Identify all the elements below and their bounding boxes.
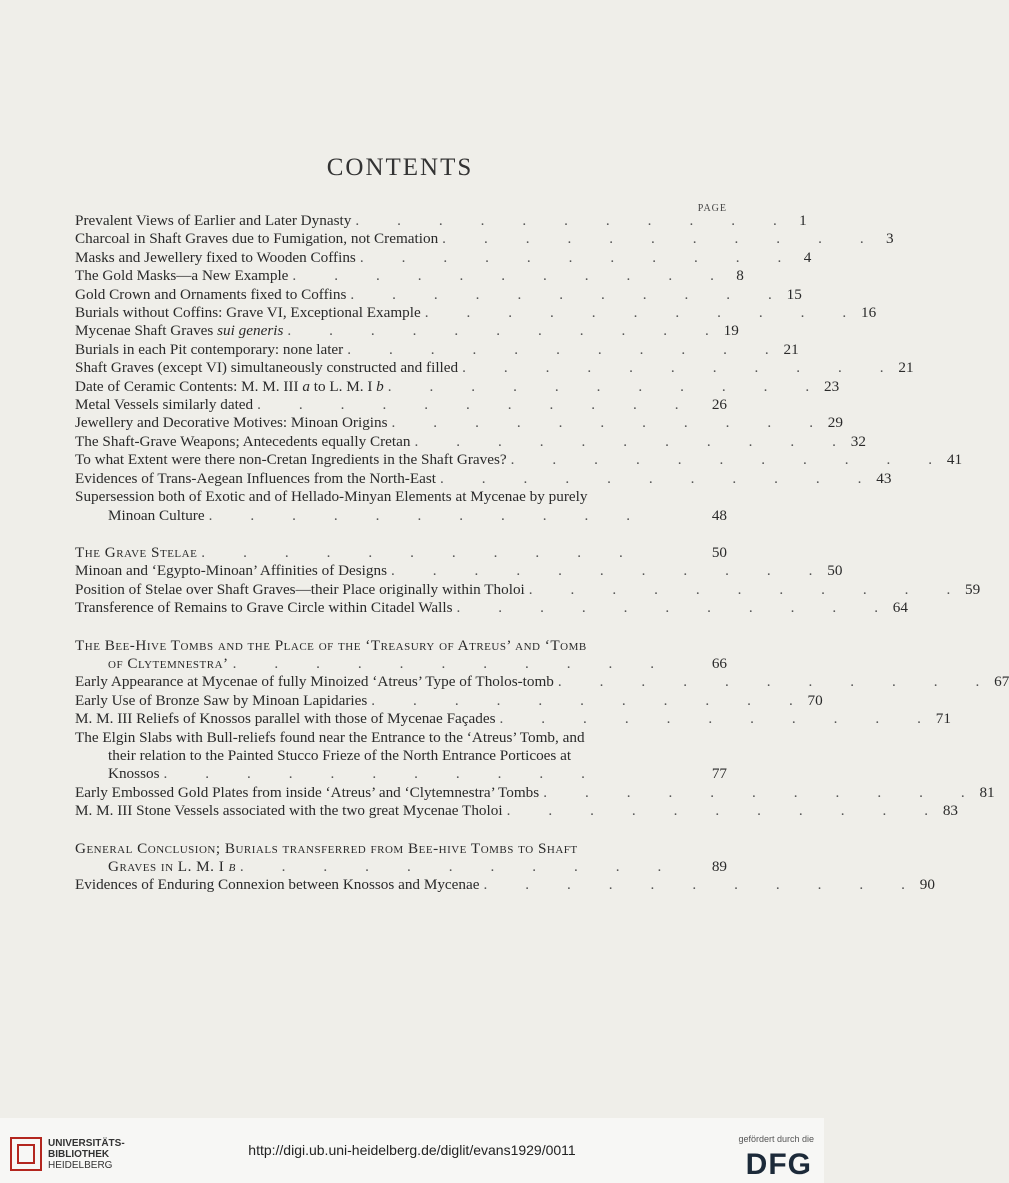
toc-entry-page: 90 — [919, 876, 935, 894]
toc-entry-page: 32 — [850, 432, 866, 450]
toc-entry — [75, 432, 866, 451]
toc-entry-page: 19 — [723, 322, 739, 340]
toc-entry-page: 16 — [861, 304, 877, 322]
toc-entry-page: 23 — [824, 377, 840, 395]
toc-entry-page: 15 — [786, 285, 802, 303]
toc-entry-text: Transference of Remains to Grave Circle within Citadel Walls — [75, 599, 453, 617]
digitization-footer — [0, 1118, 824, 1183]
toc-entry-text: Minoan Culture — [108, 506, 205, 524]
toc-entry-page: 83 — [942, 802, 959, 820]
toc-entry-text: Minoan and ‘Egypto-Minoan’ Affinities of Designs — [75, 562, 388, 580]
toc-entry — [75, 765, 727, 783]
toc-section-heading — [75, 858, 727, 876]
toc-entry-page: 21 — [783, 340, 799, 358]
toc-entry — [75, 212, 807, 230]
toc-entry-text: M. M. III Reliefs of Knossos parallel with those of Mycenae Façades — [75, 710, 496, 728]
toc-entry-page: 81 — [979, 783, 995, 801]
toc-entry — [75, 396, 727, 414]
toc-entry-text: Charcoal in Shaft Graves due to Fumigation, not Cremation — [75, 230, 439, 248]
toc-entry-text: Evidences of Enduring Connexion between Knossos and Mycenae — [75, 876, 480, 894]
funded-by-text: gefördert durch die — [738, 1134, 814, 1144]
toc-entry-text: Masks and Jewellery fixed to Wooden Coffins — [75, 248, 356, 266]
toc-entry-page: 43 — [876, 469, 892, 487]
toc-entry-page: 26 — [711, 396, 727, 414]
toc-entry — [75, 377, 840, 396]
toc-entry-page: 66 — [711, 654, 727, 672]
toc-entry-page: 1 — [799, 212, 807, 229]
section-heading-first-line: The Bee-Hive Tombs and the Place of the ‘Treasury of Atreus’ and ‘Tomb — [75, 636, 587, 654]
toc-entry — [75, 802, 959, 820]
toc-entry-page: 4 — [803, 248, 812, 266]
toc-entry-text: Knossos — [108, 765, 160, 783]
toc-entry-page: 8 — [736, 267, 744, 285]
toc-entry — [75, 451, 963, 469]
toc-entry-page: 50 — [711, 543, 727, 561]
toc-entry-page: 21 — [898, 359, 914, 377]
toc-entry-page: 64 — [892, 599, 908, 617]
toc-entry — [75, 267, 744, 285]
toc-entry — [75, 285, 802, 304]
toc-entry — [75, 673, 1009, 691]
toc-section-heading — [75, 544, 727, 562]
toc-entry — [75, 414, 843, 432]
toc-entry-text: Date of Ceramic Contents: M. M. III a to L. M. I b — [75, 377, 384, 395]
toc-entry-text: Early Use of Bronze Saw by Minoan Lapidaries — [75, 691, 368, 709]
toc-entry-text: Mycenae Shaft Graves sui generis — [75, 322, 284, 340]
toc-entry-text: Position of Stelae over Shaft Graves—their Place originally within Tholoi — [75, 580, 525, 598]
toc-entry-page: 77 — [711, 765, 727, 783]
page-title: CONTENTS — [326, 154, 474, 181]
toc-entry-page: 41 — [946, 451, 963, 469]
toc-entry — [75, 876, 935, 894]
toc-entry-page: 67 — [994, 673, 1009, 691]
toc-entry — [75, 304, 877, 322]
library-name: UNIVERSITÄTS- BIBLIOTHEK HEIDELBERG — [48, 1138, 125, 1171]
section-heading-text: The Grave Stelae — [75, 543, 198, 561]
toc-entry — [75, 562, 843, 580]
section-heading-text: of Clytemnestra’ — [108, 654, 229, 672]
toc-entry-text: Metal Vessels similarly dated — [75, 396, 254, 414]
toc-entry-text: Evidences of Trans-Aegean Influences from the North-East — [75, 469, 437, 487]
toc-entry-text: Shaft Graves (except VI) simultaneously constructed and filled — [75, 359, 459, 377]
toc-entry-text: To what Extent were there non-Cretan Ingredients in the Shaft Graves? — [75, 451, 507, 469]
toc-entry-text: Gold Crown and Ornaments fixed to Coffins — [75, 285, 347, 303]
toc-entry-text: M. M. III Stone Vessels associated with the two great Mycenae Tholoi — [75, 802, 503, 820]
toc-entry — [75, 783, 995, 802]
toc-entry-page: 59 — [965, 580, 981, 598]
toc-entry-first-line: Supersession both of Exotic and of Hellado-Minyan Elements at Mycenae by purely — [75, 488, 588, 506]
toc-entry-text: The Shaft-Grave Weapons; Antecedents equally Cretan — [75, 432, 411, 450]
toc-entry — [75, 359, 914, 377]
toc-entry — [75, 580, 981, 599]
toc-entry-text: Early Appearance at Mycenae of fully Minoized ‘Atreus’ Type of Tholos-tomb — [75, 673, 554, 691]
toc-entry — [75, 230, 894, 248]
toc-entry — [75, 710, 951, 728]
source-url-link[interactable]: http://digi.ub.uni-heidelberg.de/diglit/evans1929/0011 — [248, 1142, 576, 1158]
toc-entry-page: 3 — [886, 230, 894, 248]
toc-section-heading — [75, 655, 727, 673]
toc-entry-text: Jewellery and Decorative Motives: Minoan Origins — [75, 414, 388, 432]
toc-entry-page: 89 — [711, 858, 727, 875]
toc-entry — [75, 599, 908, 617]
section-heading-first-line: General Conclusion; Burials transferred from Bee-hive Tombs to Shaft — [75, 839, 578, 857]
toc-entry — [75, 248, 812, 267]
toc-entry — [75, 340, 799, 359]
toc-entry-text: The Gold Masks—a New Example — [75, 267, 289, 285]
section-heading-text: Graves in L. M. I b — [108, 858, 236, 875]
toc-entry-first-line: The Elgin Slabs with Bull-reliefs found near the Entrance to the ‘Atreus’ Tomb, and — [75, 728, 585, 746]
toc-entry-continuation: their relation to the Painted Stucco Frieze of the North Entrance Porticoes at — [108, 746, 572, 764]
table-of-contents — [75, 212, 1009, 895]
toc-entry-page: 50 — [827, 562, 843, 580]
toc-entry — [75, 691, 823, 710]
toc-entry-text: Prevalent Views of Earlier and Later Dynasty — [75, 212, 352, 229]
toc-entry — [75, 469, 892, 488]
dfg-logo: DFG — [745, 1148, 812, 1181]
page-column-label: PAGE — [697, 203, 727, 214]
toc-entry-text: Burials without Coffins: Grave VI, Exceptional Example — [75, 304, 421, 322]
toc-entry-text: Burials in each Pit contemporary: none later — [75, 340, 344, 358]
toc-entry-page: 29 — [827, 414, 843, 432]
toc-entry — [75, 507, 727, 525]
toc-entry-page: 70 — [807, 691, 823, 709]
toc-entry-page: 48 — [711, 506, 727, 524]
toc-entry-page: 71 — [935, 710, 951, 728]
toc-entry — [75, 322, 739, 340]
toc-entry-text: Early Embossed Gold Plates from inside ‘Atreus’ and ‘Clytemnestra’ Tombs — [75, 783, 540, 801]
